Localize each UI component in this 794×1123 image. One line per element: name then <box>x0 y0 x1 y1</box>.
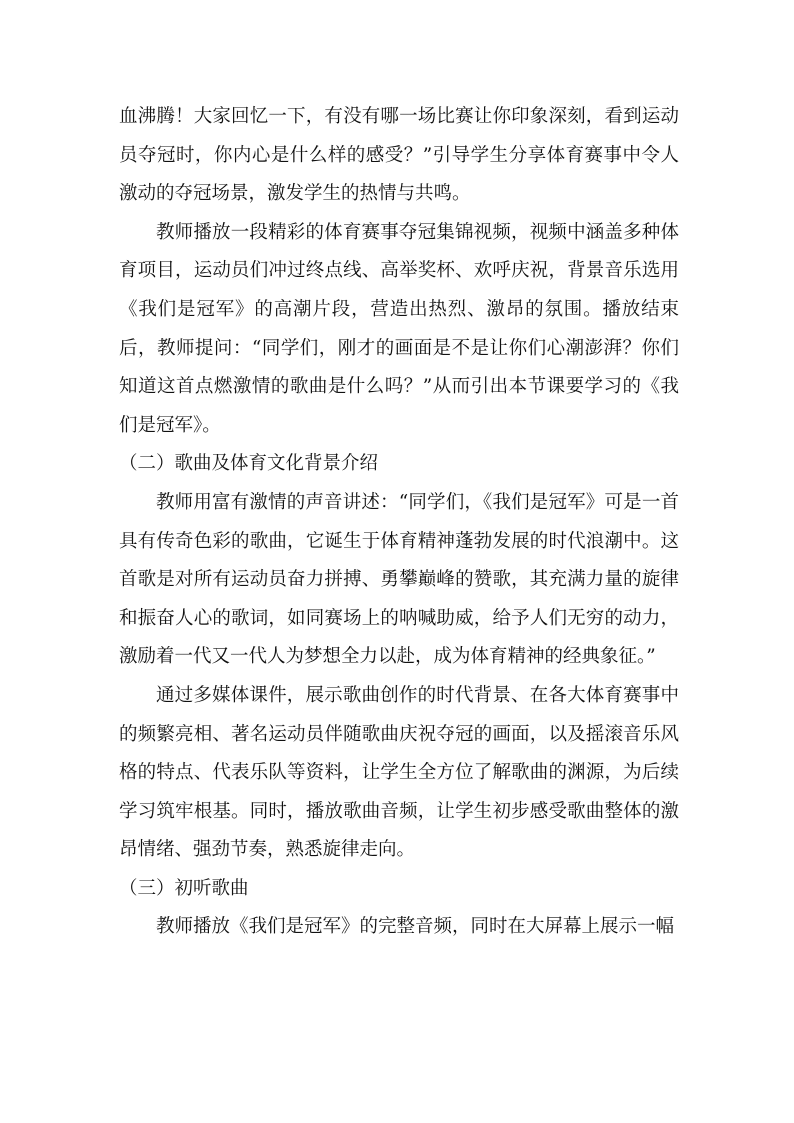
section-heading: （三）初听歌曲 <box>119 877 249 899</box>
body-paragraph: 通过多媒体课件，展示歌曲创作的时代背景、在各大体育赛事中的频繁亮相、著名运动员伴随歌曲庆祝夺冠的画面，以及摇滚音乐风格的特点、代表乐队等资料，让学生全方位了解歌曲的渊源，为后续学习筑牢根基。同时，播放歌曲音频，让学生初步感受歌曲整体的激昂情绪、强劲节奏，熟悉旋律走向。 <box>119 684 679 861</box>
document-body <box>119 98 679 947</box>
body-paragraph: 血沸腾！大家回忆一下，有没有哪一场比赛让你印象深刻，看到运动员夺冠时，你内心是什么样的感受？”引导学生分享体育赛事中令人激动的夺冠场景，激发学生的热情与共鸣。 <box>119 106 679 205</box>
body-paragraph: 教师播放一段精彩的体育赛事夺冠集锦视频，视频中涵盖多种体育项目，运动员们冲过终点线、高举奖杯、欢呼庆祝，背景音乐选用《我们是冠军》的高潮片段，营造出热烈、激昂的氛围。播放结束后，教师提问：“同学们，刚才的画面是不是让你们心潮澎湃？你们知道这首点燃激情的歌曲是什么吗？”从而引出本节课要学习的《我们是冠军》。 <box>119 221 679 436</box>
section-heading: （二）歌曲及体育文化背景介绍 <box>119 453 379 475</box>
body-paragraph: 教师播放《我们是冠军》的完整音频，同时在大屏幕上展示一幅 <box>156 916 675 938</box>
body-paragraph: 教师用富有激情的声音讲述：“同学们，《我们是冠军》可是一首具有传奇色彩的歌曲，它诞生于体育精神蓬勃发展的时代浪潮中。这首歌是对所有运动员奋力拼搏、勇攀巅峰的赞歌，其充满力量的旋律和振奋人心的歌词，如同赛场上的呐喊助威，给予人们无穷的动力，激励着一代又一代人为梦想全力以赴，成为体育精神的经典象征。” <box>119 491 679 668</box>
